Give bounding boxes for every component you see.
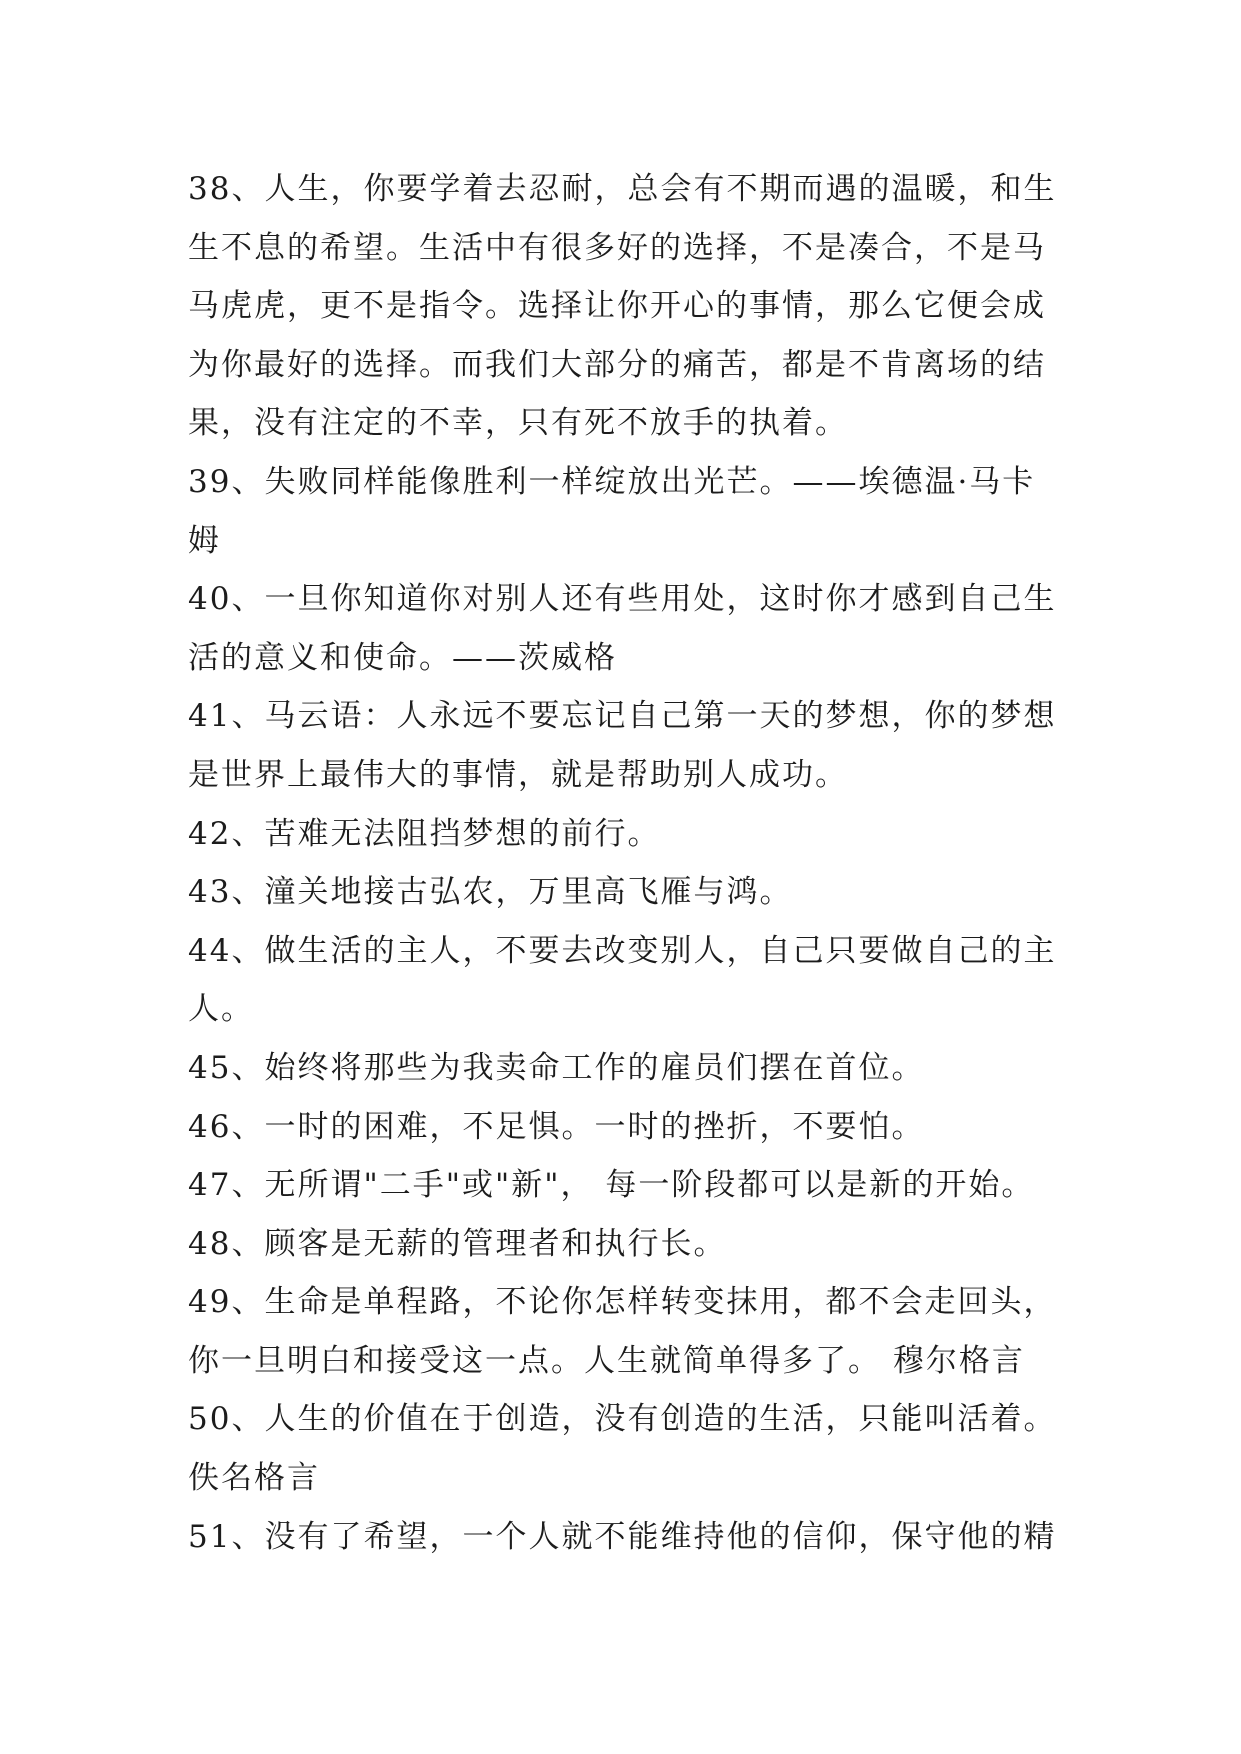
text-line: 51、没有了希望，一个人就不能维持他的信仰，保守他的精 — [188, 1518, 1057, 1555]
text-line: 39、失败同样能像胜利一样绽放出光芒。——埃德温·马卡 — [188, 463, 1036, 500]
text-line: 是世界上最伟大的事情，就是帮助别人成功。 — [188, 756, 848, 793]
text-line: 45、始终将那些为我卖命工作的雇员们摆在首位。 — [188, 1049, 925, 1086]
text-line: 38、人生，你要学着去忍耐，总会有不期而遇的温暖，和生 — [188, 171, 1057, 207]
text-line: 44、做生活的主人，不要去改变别人，自己只要做自己的主 — [188, 932, 1057, 969]
text-line: 50、人生的价值在于创造，没有创造的生活，只能叫活着。 — [188, 1401, 1057, 1438]
text-line: 42、苦难无法阻挡梦想的前行。 — [188, 815, 661, 852]
text-line: 果，没有注定的不幸，只有死不放手的执着。 — [188, 405, 848, 442]
text-line: 46、一时的困难，不足惧。一时的挫折，不要怕。 — [188, 1108, 925, 1145]
text-line: 姆 — [188, 522, 221, 559]
text-line: 你一旦明白和接受这一点。人生就简单得多了。 穆尔格言 — [188, 1342, 1025, 1379]
text-line: 人。 — [188, 991, 254, 1028]
text-line: 43、潼关地接古弘农，万里高飞雁与鸿。 — [188, 874, 793, 911]
text-line: 49、生命是单程路，不论你怎样转变抹用，都不会走回头， — [188, 1284, 1057, 1321]
text-line: 40、一旦你知道你对别人还有些用处，这时你才感到自己生 — [188, 581, 1057, 618]
document-body — [188, 160, 1058, 1566]
text-line: 活的意义和使命。——茨威格 — [188, 639, 617, 676]
text-line: 佚名格言 — [188, 1460, 320, 1497]
text-line: 47、无所谓"二手"或"新"， 每一阶段都可以是新的开始。 — [188, 1167, 1035, 1204]
text-line: 48、顾客是无薪的管理者和执行长。 — [188, 1225, 727, 1262]
text-line: 41、马云语：人永远不要忘记自己第一天的梦想，你的梦想 — [188, 698, 1057, 735]
text-line: 生不息的希望。生活中有很多好的选择，不是凑合，不是马 — [188, 229, 1046, 266]
text-line: 为你最好的选择。而我们大部分的痛苦，都是不肯离场的结 — [188, 346, 1046, 383]
text-line: 马虎虎，更不是指令。选择让你开心的事情，那么它便会成 — [188, 288, 1046, 325]
